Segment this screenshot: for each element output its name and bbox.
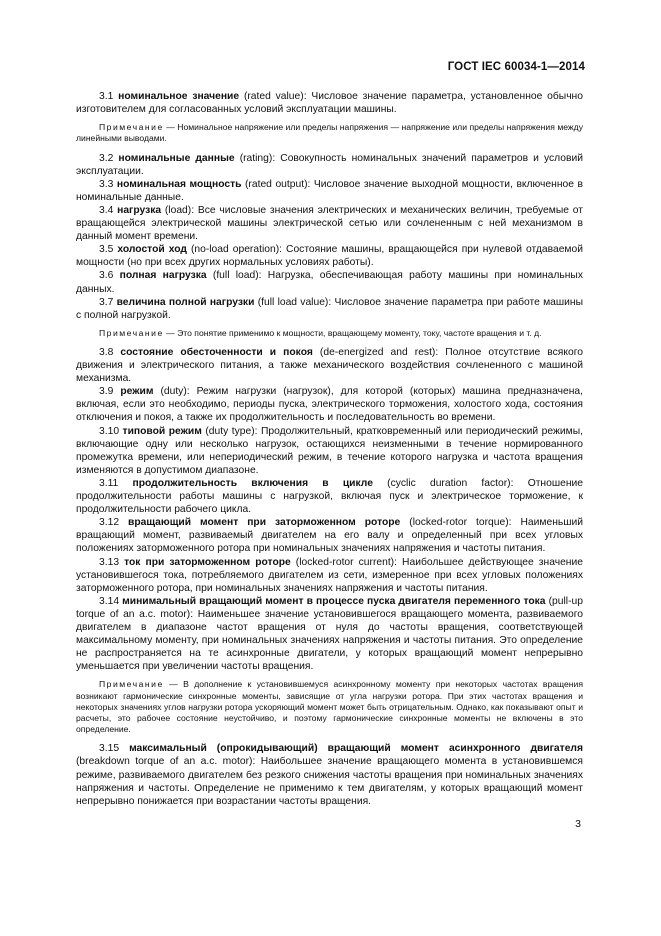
definition-text: : Числовое значение параметра при работе машины с полной нагрузкой. — [76, 296, 583, 321]
english-term: (load) — [164, 204, 192, 216]
clause-number: 3.7 — [99, 296, 114, 308]
clause-number: 3.8 — [99, 347, 114, 359]
definition-paragraph — [76, 425, 583, 477]
term: максимальный (опрокидывающий) вращающий момент асинхронного двигателя — [129, 743, 583, 755]
note — [76, 679, 583, 735]
clause-number: 3.15 — [99, 743, 120, 755]
definition-text: : Наибольшее значение вращающего момента в установившемся режиме, развиваемого двигателем без резкого снижения частоты вращения при номинальных значениях напряжения и частоты. Определение не применимо к тем двигателям, у которых вращающий момент непрерывно понижается при возрастании частоты вращения. — [76, 756, 583, 807]
document-header: ГОСТ IEC 60034-1—2014 — [447, 61, 585, 73]
english-term: (pull-up torque of an a.c. motor) — [76, 595, 583, 620]
definition-paragraph — [76, 152, 583, 178]
note-text: — Номинальное напряжение или пределы напряжения — напряжение или пределы напряжения между линейными выводами. — [76, 122, 583, 144]
definition-text: : Отношение продолжительности работы машины с нагрузкой, включая пуск и электрическое торможение, к продолжительности рабочего цикла. — [76, 477, 583, 516]
note-label: Примечание — [99, 327, 164, 338]
english-term: (rated output) — [245, 178, 308, 190]
english-term: (locked-rotor torque) — [409, 517, 509, 529]
definition-text: : Числовое значение параметра, установленное обычно изготовителем для согласованных условий эксплуатации машины. — [76, 91, 583, 116]
clause-number: 3.9 — [99, 386, 114, 398]
term: продолжительность включения в цикле — [132, 477, 373, 489]
definition-paragraph — [76, 204, 583, 243]
clause-number: 3.10 — [99, 425, 120, 437]
clause-number: 3.11 — [99, 477, 119, 489]
term: режим — [120, 386, 154, 398]
clause-number: 3.4 — [99, 204, 114, 216]
definition-text: : Наибольшее действующее значение установившегося тока, потребляемого двигателем из сети, измеренное при всех угловых положениях заторможенного ротора, при номинальных значениях напряжения и частоты питания. — [76, 556, 583, 594]
definition-text: : Наименьший вращающий момент, развиваемый двигателем на его валу и определенный при всех угловых положениях заторможенного ротора при номинальных значениях напряжения и частоты питания. — [76, 517, 584, 555]
definition-text: : Все числовые значения электрических и механических величин, требуемые от вращающейся электрической машины электрической сетью или сочлененным с ней механизмом в данный момент времени. — [76, 204, 583, 243]
english-term: (de-energized and rest) — [319, 347, 436, 359]
term: минимальный вращающий момент в процессе пуска двигателя переменного тока — [122, 595, 546, 607]
definition-paragraph — [76, 243, 583, 269]
term: состояние обесточенности и покоя — [120, 347, 313, 359]
term: вращающий момент при заторможенном роторе — [128, 517, 401, 529]
definition-text: : Нагрузка, обеспечивающая работу машины при номинальных данных. — [76, 270, 583, 295]
term: типовой режим — [122, 425, 202, 437]
clause-number: 3.6 — [99, 270, 114, 282]
clause-number: 3.14 — [99, 595, 120, 607]
definition-text: : Состояние машины, вращающейся при нулевой отдаваемой мощности (но при всех других нормальных условиях работы). — [76, 244, 583, 269]
definition-paragraph — [76, 595, 583, 674]
note — [76, 328, 583, 339]
definition-text: : Полное отсутствие всякого движения и электрического питания, а также механического воздействия сочлененного с машиной механизма. — [76, 347, 583, 385]
english-term: (cyclic duration factor) — [387, 477, 511, 489]
term: холостой ход — [117, 244, 187, 256]
note-text: — В дополнение к установившемуся асинхронному моменту при некоторых частотах вращения возникают гармонические синхронные моменты, зависящие от угла нагрузки ротора. При этих частотах вращения и некоторых значениях углов нагрузки ротора ускоряющий момент может быть отрицательным. Однако, как показывают опыт и расчеты, это рабочее состояние неустойчиво, и поэтому гармонические синхронные моменты не включены в это определение. — [76, 679, 583, 735]
clause-number: 3.13 — [99, 556, 120, 568]
definition-paragraph — [76, 477, 583, 516]
english-term: (locked-rotor current) — [295, 556, 395, 568]
definition-paragraph — [76, 516, 583, 555]
definition-paragraph — [76, 178, 583, 204]
note-label: Примечание — [99, 122, 164, 133]
term: полная нагрузка — [119, 270, 207, 282]
note — [76, 122, 583, 144]
clause-number: 3.3 — [99, 178, 114, 190]
definition-text: : Совокупность номинальных значений параметров и условий эксплуатации. — [76, 152, 583, 177]
english-term: (breakdown torque of an a.c. motor) — [76, 756, 253, 768]
definition-paragraph — [76, 556, 583, 595]
english-term: (full load) — [212, 270, 259, 282]
english-term: (duty) — [160, 386, 187, 398]
clause-number: 3.1 — [99, 91, 114, 102]
definition-text: : Режим нагрузки (нагрузок), для которой (которых) машина предназначена, включая, если это необходимо, периоды пуска, электрического торможения, холостого хода, состояния отключения и покоя, а также их продолжительность и последовательность во времени. — [76, 386, 583, 424]
english-term: (full load value) — [257, 296, 329, 308]
clause-number: 3.12 — [99, 517, 120, 529]
term: величина полной нагрузки — [116, 296, 255, 308]
document-body — [76, 90, 583, 808]
clause-number: 3.2 — [99, 152, 114, 164]
clause-number: 3.5 — [99, 244, 114, 256]
english-term: (rated value) — [243, 91, 304, 102]
definition-text: : Наименьшее значение установившегося вращающего момента, развиваемого двигателем в диапазоне частот вращения от нуля до частоты вращения, соответствующей максимальному моменту, при номинальных значениях напряжения и частоты питания. Это определение не распространяется на те асинхронные двигатели, у которых вращающий момент непрерывно уменьшается при увеличении частоты вращения. — [76, 608, 583, 673]
term: номинальное значение — [118, 91, 240, 102]
english-term: (no-load operation) — [190, 244, 280, 256]
term: нагрузка — [117, 204, 162, 216]
note-text: — Это понятие применимо к мощности, вращающему моменту, току, частоте вращения и т. д. — [163, 327, 542, 338]
definition-paragraph — [76, 385, 583, 424]
term: номинальная мощность — [116, 178, 242, 190]
definition-text: : Продолжительный, кратковременный или периодический режимы, включающие одну или несколько нагрузок, остающихся неизменными в течение нормированного промежутка времени, или непериодический режим, в течение которого нагрузка и частота вращения изменяются в допустимом диапазоне. — [76, 425, 583, 476]
definition-paragraph — [76, 346, 583, 385]
definition-paragraph — [76, 742, 583, 807]
page-number: 3 — [575, 818, 581, 830]
english-term: (rating) — [239, 152, 273, 164]
note-label: Примечание — [99, 679, 164, 690]
term: номинальные данные — [118, 152, 235, 164]
definition-paragraph — [76, 269, 583, 295]
definition-text: : Числовое значение выходной мощности, включенное в номинальные данные. — [76, 178, 583, 203]
definition-paragraph — [76, 90, 583, 116]
term: ток при заторможенном роторе — [124, 556, 291, 568]
english-term: (duty type) — [205, 425, 255, 437]
definition-paragraph — [76, 296, 583, 322]
